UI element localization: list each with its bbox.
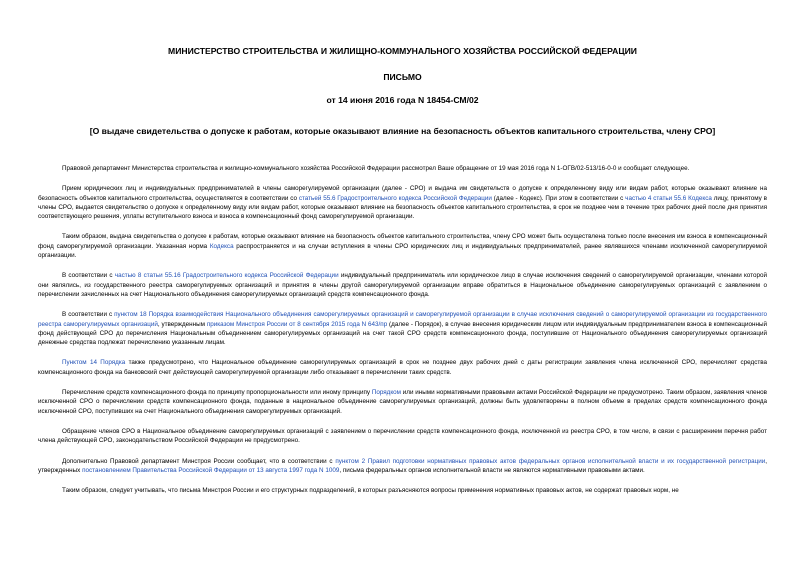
- document-link[interactable]: частью 8 статьи 55.16 Градостроительного кодекса Российской Федерации: [114, 272, 339, 280]
- document-link[interactable]: приказом Минстроя России от 8 сентября 2015 года N 643/пр: [206, 320, 388, 328]
- document-link[interactable]: Кодекса: [209, 242, 234, 250]
- document-link[interactable]: постановлением Правительства Российской Федерации от 13 августа 1997 года N 1009: [82, 466, 340, 474]
- paragraph: [38, 310, 767, 347]
- document-date-number: от 14 июня 2016 года N 18454-СМ/02: [326, 95, 479, 105]
- paragraph: [38, 164, 767, 173]
- paragraph-text: , утвержденных: [38, 457, 767, 474]
- document-link[interactable]: Пунктом 14 Порядка: [62, 359, 126, 367]
- document-link[interactable]: Порядком: [371, 389, 402, 397]
- document-body: [38, 164, 767, 495]
- paragraph-text: В соответствии с: [62, 272, 115, 280]
- document-link[interactable]: пунктом 18 Порядка взаимодействия Национального объединения саморегулируемых организаций и саморегулируемой организации в случае исключения сведений о саморегулируемой организации из государственного реестра саморегулируемых организаций: [38, 311, 767, 328]
- paragraph-text: Прием юридических лиц и индивидуальных предпринимателей в члены саморегулируемой организации (далее - СРО) и выдача им свидетельств о допуске к определенному виду или видам работ, которые оказывают влияние на безопасность объектов капитального строительства, осуществляется в соответствии со: [38, 185, 767, 202]
- paragraph: [38, 271, 767, 299]
- paragraph: [38, 457, 767, 476]
- document-link[interactable]: частью 4 статьи 55.6 Кодекса: [625, 194, 712, 202]
- paragraph-text: Обращение членов СРО в Национальное объединение саморегулируемых организаций с заявлением о перечислении средств компенсационного фонда, исключенной из реестра СРО, в том числе, в связи с расширением перечня работ члена действующей СРО, законодательством Российской Федерации не предусмотрено.: [38, 427, 767, 445]
- paragraph-text: (далее - Порядок), в случае внесения юридическим лицом или индивидуальным предпринимателем взноса в компенсационный фонд действующей СРО до перечисления Национальным объединением саморегулируемых организаций на счет такой СРО средств компенсационного фонда, поступившие от Национального объединения саморегулируемых организаций денежные средства подлежат перечислению указанным лицам.: [38, 320, 767, 347]
- paragraph: [38, 232, 767, 260]
- document-link[interactable]: статьей 55.6 Градостроительного кодекса Российской Федерации: [298, 194, 492, 202]
- paragraph-text: (далее - Кодекс). При этом в соответствии с: [491, 194, 626, 202]
- paragraph-text: распространяется и на случаи вступления в члены СРО юридических лиц и индивидуальных предпринимателей, ранее являвшихся членами исключенной саморегулируемой организации.: [38, 242, 767, 260]
- paragraph-text: Дополнительно Правовой департамент Минстроя России сообщает, что в соответствии с: [62, 457, 336, 465]
- paragraph-text: Перечисление средств компенсационного фонда по принципу пропорциональности или иному принципу: [62, 389, 372, 397]
- paragraph: [38, 358, 767, 377]
- ministry-heading: МИНИСТЕРСТВО СТРОИТЕЛЬСТВА И ЖИЛИЩНО-КОММУНАЛЬНОГО ХОЗЯЙСТВА РОССИЙСКОЙ ФЕДЕРАЦИИ: [168, 46, 637, 56]
- paragraph: [38, 486, 767, 495]
- paragraph: [38, 388, 767, 416]
- paragraph: [38, 184, 767, 221]
- paragraph-text: индивидуальный предприниматель или юридическое лицо в случае исключения сведений о саморегулируемой организации, членами которой они являлись, из государственного реестра саморегулируемых организаций и принятия в члены другой саморегулируемой организации вправе обратиться в Национальное объединение саморегулируемых организаций с заявлением о перечислении зачисленных на счет Национального объединения саморегулируемых организаций средств компенсационного фонда.: [38, 272, 768, 298]
- paragraph-text: или иными нормативными правовыми актами Российской Федерации не предусмотрено. Таким образом, заявления членов исключенной СРО о перечислении средств компенсационного фонда, поданные в национальное объединение саморегулируемых организаций, должны быть удовлетворены в полном объеме в пределах средств компенсационного фонда исключенной СРО, поступивших на счет Национального объединения саморегулируемых организаций.: [38, 389, 767, 415]
- paragraph-text: Таким образом, следует учитывать, что письма Минстроя России и его структурных подразделений, в которых разъясняются вопросы применения нормативных правовых актов, не содержат правовых норм, не: [62, 487, 679, 495]
- paragraph: [38, 427, 767, 446]
- document-title: [О выдаче свидетельства о допуске к работам, которые оказывают влияние на безопасность объектов капитального строительства, члену СРО]: [89, 126, 716, 136]
- paragraph-text: , утвержденным: [157, 320, 207, 328]
- paragraph-text: В соответствии с: [62, 311, 115, 319]
- document-link[interactable]: пунктом 2 Правил подготовки нормативных правовых актов федеральных органов исполнительной власти и их государственной регистрации: [335, 457, 766, 465]
- document-type: ПИСЬМО: [383, 72, 422, 82]
- paragraph-text: лицу, принятому в члены СРО, выдается свидетельство о допуске к определенному виду или видам работ, которые оказывают влияние на безопасность объектов капитального строительства, в срок не позднее чем в течение трех рабочих дней после дня принятия соответствующего решения, уплаты вступительного взноса и взноса в компенсационный фонд саморегулируемой организации.: [38, 194, 767, 221]
- paragraph-text: также предусмотрено, что Национальное объединение саморегулируемых организаций в срок не позднее двух рабочих дней с даты регистрации заявления члена исключенной СРО, перечисляет средства компенсационного фонда на банковский счет действующей саморегулируемой организации либо отказывает в перечислении таких средств.: [38, 359, 767, 376]
- paragraph-text: Правовой департамент Министерства строительства и жилищно-коммунального хозяйства Российской Федерации рассмотрел Ваше обращение от 19 мая 2016 года N 1-ОГВ/02-513/16-0-0 и сообщает следующее.: [62, 165, 690, 172]
- paragraph-text: Таким образом, выдача свидетельства о допуске к работам, которые оказывают влияние на безопасность объектов капитального строительства, члену СРО может быть осуществлена только после внесения им взноса в компенсационный фонд саморегулируемой организации. Указанная норма: [38, 233, 767, 250]
- paragraph-text: , письма федеральных органов исполнительной власти не являются нормативными правовыми актами.: [339, 466, 645, 474]
